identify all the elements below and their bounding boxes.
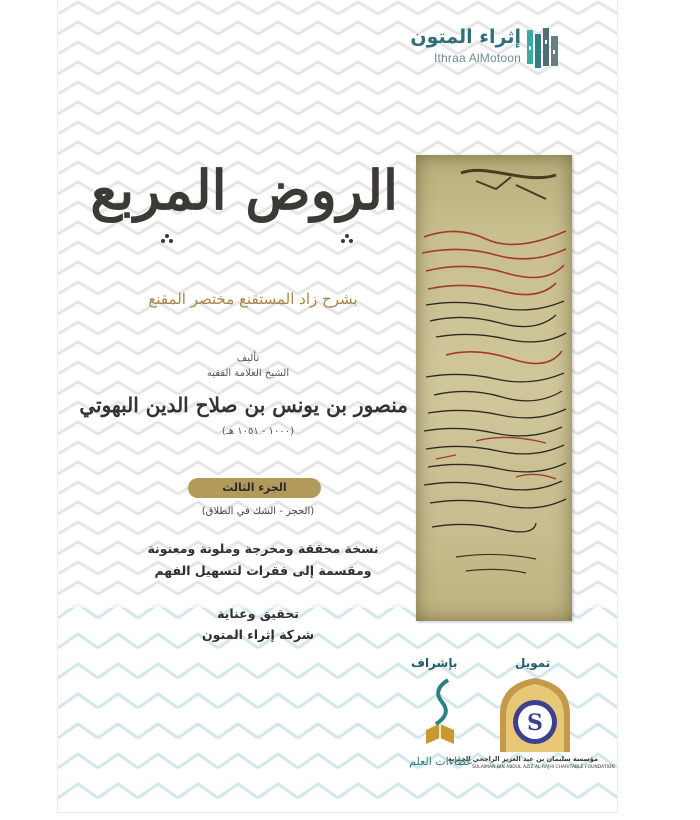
part-range: (الحجر - الشك في الطلاق) [201,506,315,517]
supervision-label: بإشراف [411,656,458,670]
publisher-name-ar: إثراء المتون [410,26,521,48]
book-subtitle: بشرح زاد المستقنع مختصر المقنع [148,290,358,308]
author-title: الشيخ العلامة الفقيه [206,368,290,379]
funding-org-ar: مؤسسة سليمان بن عبد العزيز الراجحي الخيرية [448,755,598,763]
description-line-2: ومقسمة إلى فقرات لتسهيل الفهم [154,563,372,578]
book-cover [58,0,617,812]
supervision-org: عطاءات العلم [409,755,473,768]
author-name: منصور بن يونس بن صلاح الدين البهوتي [79,393,408,417]
manuscript-image [416,155,572,621]
credit-line-2: شركة إثراء المتون [201,627,315,642]
publisher-logo-icon [527,26,559,72]
description-line-1: نسخة محققة ومخرجة وملونة ومعنونة [147,541,379,556]
ataat-alilm-logo-icon [418,676,464,752]
credit-line-1: تحقيق وعناية [217,606,299,621]
part-badge: الجزء الثالث [188,478,321,498]
svg-text:S: S [527,710,543,736]
funding-org-en: SULAIMAN BIN ABDUL AZIZ AL RAJHI CHARITABLE FOUNDATION [472,765,615,770]
author-dates: (١٠٠٠ - ١٠٥١ هـ) [221,426,295,437]
publisher-name-en: Ithraa AlMotoon [433,51,521,65]
title-ornament [153,234,363,248]
book-title: الروض المربع [90,158,398,222]
publisher-logo [319,26,559,72]
foundation-emblem-icon [490,674,580,754]
funding-label: تمويل [515,656,551,670]
author-prefix: تأليف [236,353,260,364]
